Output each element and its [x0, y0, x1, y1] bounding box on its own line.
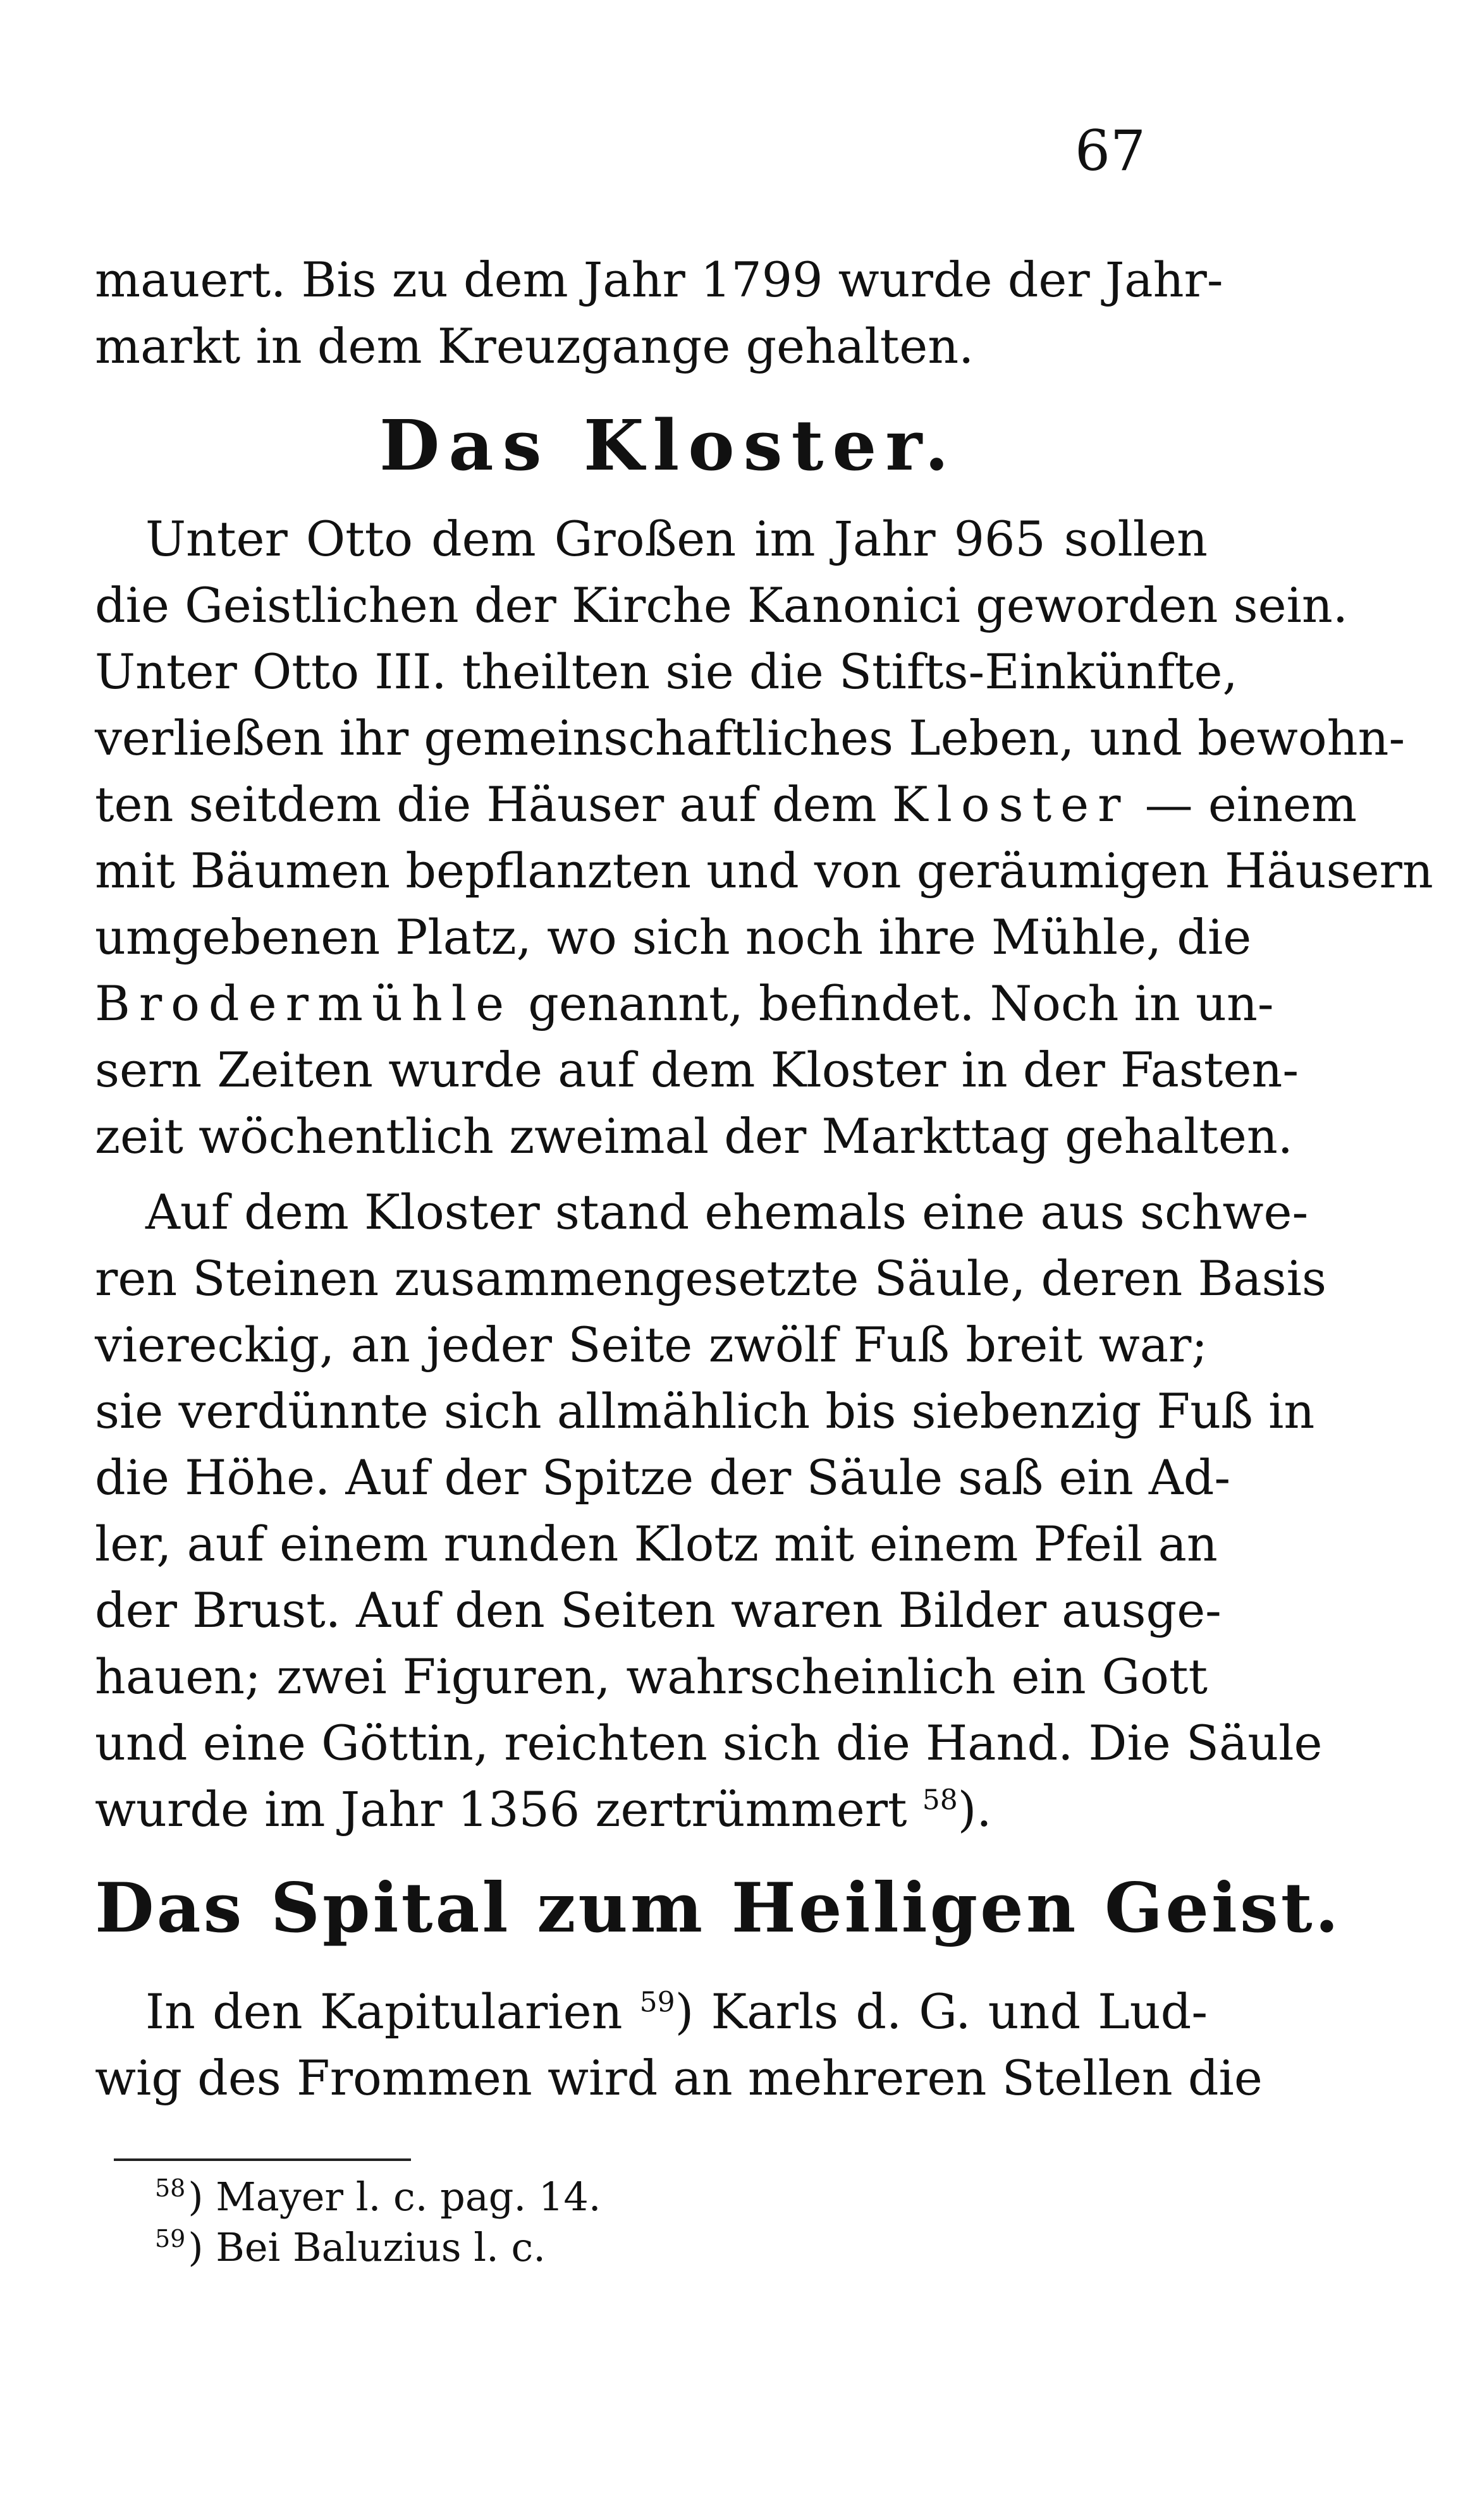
text-line: hauen; zwei Figuren, wahrscheinlich ein Gott	[95, 1648, 1208, 1705]
text-line: zeit wöchentlich zweimal der Markttag gehalten.	[95, 1108, 1293, 1164]
text-line: Auf dem Kloster stand ehemals eine aus schwe-	[145, 1184, 1309, 1240]
footnote-number: 58	[155, 2174, 186, 2203]
text-line: verließen ihr gemeinschaftliches Leben, und bewohn-	[95, 710, 1406, 766]
footnote-reference: 59	[639, 1986, 675, 2019]
text-line: markt in dem Kreuzgange gehalten.	[95, 318, 974, 374]
text-line: und eine Göttin, reichten sich die Hand. Die Säule	[95, 1715, 1323, 1771]
footnote-divider	[114, 2158, 411, 2161]
text-line	[145, 1983, 1208, 2040]
section-heading-spital: Das Spital zum Heiligen Geist.	[95, 1868, 1342, 1948]
footnote-number: 59	[155, 2225, 186, 2253]
text-fragment: ) Karls d. G. und Lud-	[675, 1983, 1208, 2040]
text-line: der Brust. Auf den Seiten waren Bilder ausge-	[95, 1582, 1222, 1638]
text-line	[95, 1781, 1208, 1837]
text-line: mit Bäumen bepflanzten und von geräumigen Häusern	[95, 843, 1433, 899]
text-line: Unter Otto dem Großen im Jahr 965 sollen	[145, 511, 1208, 567]
text-line: viereckig, an jeder Seite zwölf Fuß breit war;	[95, 1317, 1208, 1373]
text-line: sie verdünnte sich allmählich bis siebenzig Fuß in	[95, 1383, 1315, 1439]
page-number: 67	[1075, 118, 1146, 183]
text-line	[95, 776, 1357, 832]
footnote-text: ) Mayer l. c. pag. 14.	[188, 2174, 601, 2220]
text-line: ler, auf einem runden Klotz mit einem Pfeil an	[95, 1516, 1218, 1572]
text-fragment: ten seitdem die Häuser auf dem	[95, 776, 892, 832]
text-line: wig des Frommen wird an mehreren Stellen die	[95, 2050, 1263, 2106]
footnote-text: ) Bei Baluzius l. c.	[188, 2224, 546, 2270]
text-line: die Höhe. Auf der Spitze der Säule saß ein Ad-	[95, 1449, 1231, 1506]
text-line: Unter Otto III. theilten sie die Stifts-Einkünfte,	[95, 643, 1238, 700]
text-fragment: ).	[957, 1781, 992, 1837]
section-heading-kloster: Das Kloster.	[379, 405, 958, 486]
text-line: mauert. Bis zu dem Jahr 1799 wurde der Jahr-	[95, 252, 1223, 308]
footnote	[155, 2174, 601, 2220]
text-line: umgebenen Platz, wo sich noch ihre Mühle, die	[95, 909, 1252, 965]
footnote	[155, 2224, 546, 2270]
footnote-reference: 58	[922, 1784, 958, 1817]
emphasized-word: Kloster	[891, 776, 1130, 832]
text-fragment: — einem	[1129, 776, 1357, 832]
text-line: die Geistlichen der Kirche Kanonici geworden sein.	[95, 577, 1348, 633]
emphasized-word: Brodermühle	[95, 975, 513, 1032]
text-fragment: wurde im Jahr 1356 zertrümmert	[95, 1781, 922, 1837]
text-fragment: genannt, befindet. Noch in un-	[513, 975, 1274, 1032]
text-line: ren Steinen zusammengesetzte Säule, deren Basis	[95, 1250, 1326, 1306]
text-line: sern Zeiten wurde auf dem Kloster in der Fasten-	[95, 1042, 1299, 1098]
text-line	[95, 975, 1274, 1032]
text-fragment: In den Kapitularien	[145, 1983, 640, 2040]
